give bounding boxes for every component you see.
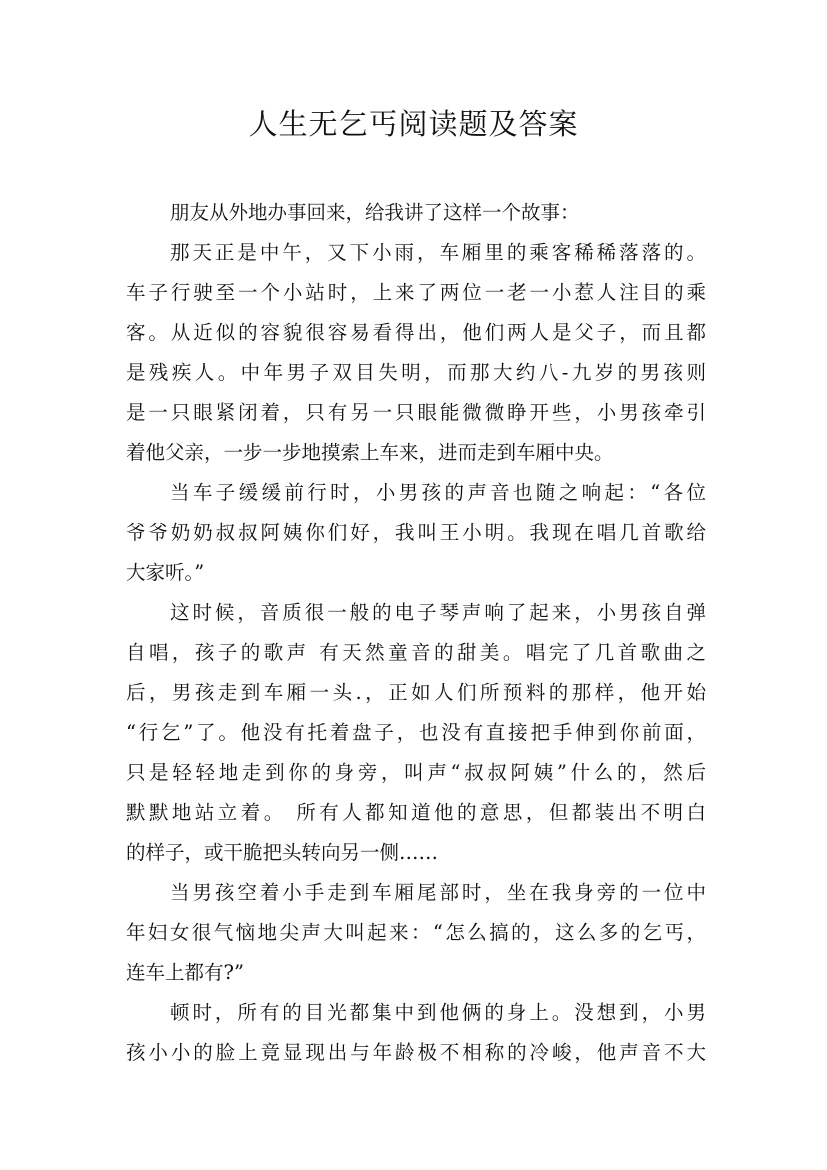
text-line: 孩小小的脸上竟显现出与年龄极不相称的冷峻，他声音不大 bbox=[126, 1041, 706, 1064]
text-line: 大家听。” bbox=[126, 561, 205, 584]
text-line: 自唱，孩子的歌声 有天然童音的甜美。唱完了几首歌曲之 bbox=[126, 641, 706, 664]
text-line: 年妇女很气恼地尖声大叫起来：“怎么搞的，这么多的乞丐， bbox=[126, 921, 706, 944]
text-line: 只是轻轻地走到你的身旁，叫声“叔叔阿姨”什么的，然后 bbox=[126, 761, 706, 784]
text-line: 朋友从外地办事回来，给我讲了这样一个故事： bbox=[170, 201, 580, 224]
text-line: 后，男孩走到车厢一头.，正如人们所预料的那样，他开始 bbox=[126, 681, 706, 704]
text-line: 这时候，音质很一般的电子琴声响了起来，小男孩自弹 bbox=[170, 601, 706, 624]
text-line: 爷爷奶奶叔叔阿姨你们好，我叫王小明。我现在唱几首歌给 bbox=[126, 521, 706, 544]
text-line: 当男孩空着小手走到车厢尾部时，坐在我身旁的一位中 bbox=[170, 881, 706, 904]
text-line: 的样子，或干脆把头转向另一侧…… bbox=[126, 841, 439, 864]
text-line: 连车上都有?” bbox=[126, 961, 244, 984]
text-line: 车子行驶至一个小站时，上来了两位一老一小惹人注目的乘 bbox=[126, 281, 706, 304]
document-title: 人生无乞丐阅读题及答案 bbox=[248, 107, 579, 141]
text-line: 顿时，所有的目光都集中到他俩的身上。没想到，小男 bbox=[170, 1001, 706, 1024]
text-line: 是一只眼紧闭着，只有另一只眼能微微睁开些，小男孩牵引 bbox=[126, 401, 706, 424]
text-line: 着他父亲，一步一步地摸索上车来，进而走到车厢中央。 bbox=[126, 441, 614, 464]
text-line: 客。从近似的容貌很容易看得出，他们两人是父子，而且都 bbox=[126, 321, 706, 344]
text-line: 那天正是中午，又下小雨，车厢里的乘客稀稀落落的。 bbox=[170, 241, 706, 264]
text-line: “行乞”了。他没有托着盘子，也没有直接把手伸到你前面， bbox=[126, 721, 706, 744]
text-line: 当车子缓缓前行时，小男孩的声音也随之响起：“各位 bbox=[170, 481, 706, 504]
text-line: 默默地站立着。 所有人都知道他的意思，但都装出不明白 bbox=[126, 801, 706, 824]
text-line: 是残疾人。中年男子双目失明，而那大约八-九岁的男孩则 bbox=[126, 361, 706, 384]
story-body bbox=[126, 193, 706, 1073]
